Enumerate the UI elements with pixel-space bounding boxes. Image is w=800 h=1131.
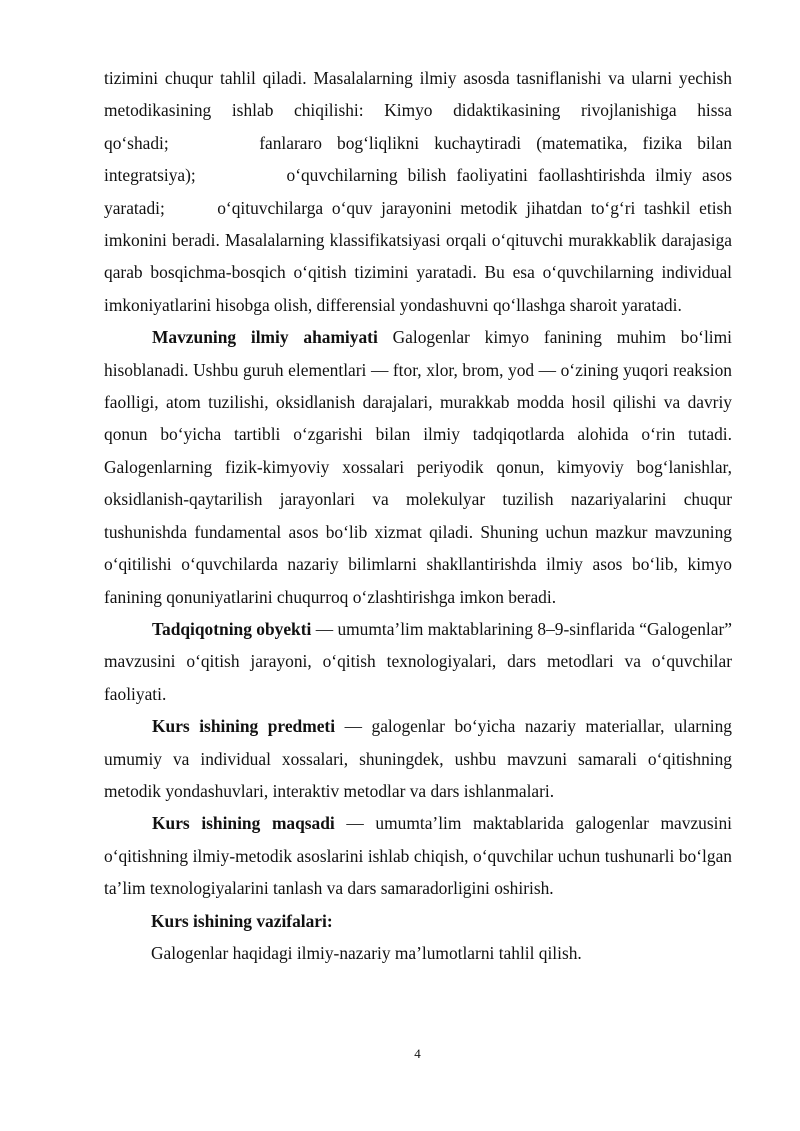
paragraph-course-tasks-heading bbox=[104, 905, 732, 937]
page-number: 4 bbox=[414, 1046, 421, 1061]
heading-research-object: Tadqiqotning obyekti bbox=[152, 618, 312, 639]
heading-scientific-significance: Mavzuning ilmiy ahamiyati bbox=[152, 327, 378, 348]
document-page-body bbox=[104, 62, 732, 969]
heading-course-tasks: Kurs ishining vazifalari: bbox=[151, 910, 333, 931]
heading-course-subject: Kurs ishining predmeti bbox=[152, 716, 336, 737]
paragraph-scientific-significance bbox=[104, 321, 732, 613]
paragraph-course-subject bbox=[104, 710, 732, 807]
text-course-goal: — umumta’lim maktablarida galogenlar mavzusini o‘qitishning ilmiy-metodik asoslarini ishlab chiqish, o‘quvchilar uchun tushunarli bo‘lgan ta’lim texnologiyalarini tanlash va dars samaradorligini oshirish. bbox=[104, 813, 732, 899]
paragraph-course-goal bbox=[104, 807, 732, 904]
paragraph-task-item: Galogenlar haqidagi ilmiy-nazariy ma’lumotlarni tahlil qilish. bbox=[151, 942, 582, 963]
heading-course-goal: Kurs ishining maqsadi bbox=[152, 813, 335, 834]
text-scientific-significance: Galogenlar kimyo fanining muhim bo‘limi hisoblanadi. Ushbu guruh elementlari — ftor, xlor, brom, yod — o‘zining yuqori reaksion faolligi, atom tuzilishi, oksidlanish darajalari, murakkab modda hosil qilishi va davriy qonun bo‘yicha tartibli o‘zgarishi bilan ilmiy tadqiqotlarda alohida o‘rin tutadi. Galogenlarning fizik-kimyoviy xossalari periyodik qonun, kimyoviy bog‘lanishlar, oksidlanish-qaytarilish jarayonlari va molekulyar tuzilish nazariyalarini chuqur tushunishda fundamental asos bo‘lib xizmat qiladi. Shuning uchun mazkur mavzuning o‘qitilishi o‘quvchilarda nazariy bilimlarni shakllantirishda ilmiy asos bo‘lib, kimyo fanining qonuniyatlarini chuqurroq o‘zlashtirishga imkon beradi. bbox=[104, 327, 732, 607]
text-course-subject: — galogenlar bo‘yicha nazariy materiallar, ularning umumiy va individual xossalari, shuningdek, ushbu mavzuni samarali o‘qitishning metodik yondashuvlari, interaktiv metodlar va dars ishlanmalari. bbox=[104, 716, 732, 801]
paragraph-research-object bbox=[104, 613, 732, 710]
text-research-object: — umumta’lim maktablarining 8–9-sinflarida “Galogenlar” mavzusini o‘qitish jarayoni, o‘qitish texnologiyalari, dars metodlari va o‘quvchilar faoliyati. bbox=[104, 618, 732, 704]
paragraph-intro-continuation: tizimini chuqur tahlil qiladi. Masalalarning ilmiy asosda tasniflanishi va ularni yechish metodikasining ishlab chiqilishi: Kimyo didaktikasining rivojlanishiga hissa qo‘shadi; fanlararo bog‘liqlikni kuchaytiradi (matematika, fizika bilan integratsiya); o‘quvchilarning bilish faoliyatini faollashtirishda ilmiy asos yaratadi; o‘qituvchilarga o‘quv jarayonini metodik jihatdan to‘g‘ri tashkil etish imkonini beradi. Masalalarning klassifikatsiyasi orqali o‘qituvchi murakkablik darajasiga qarab bosqichma-bosqich o‘qitish tizimini yaratadi. Bu esa o‘quvchilarning individual imkoniyatlarini hisobga olish, differensial yondashuvni qo‘llashga sharoit yaratadi. bbox=[104, 68, 732, 315]
